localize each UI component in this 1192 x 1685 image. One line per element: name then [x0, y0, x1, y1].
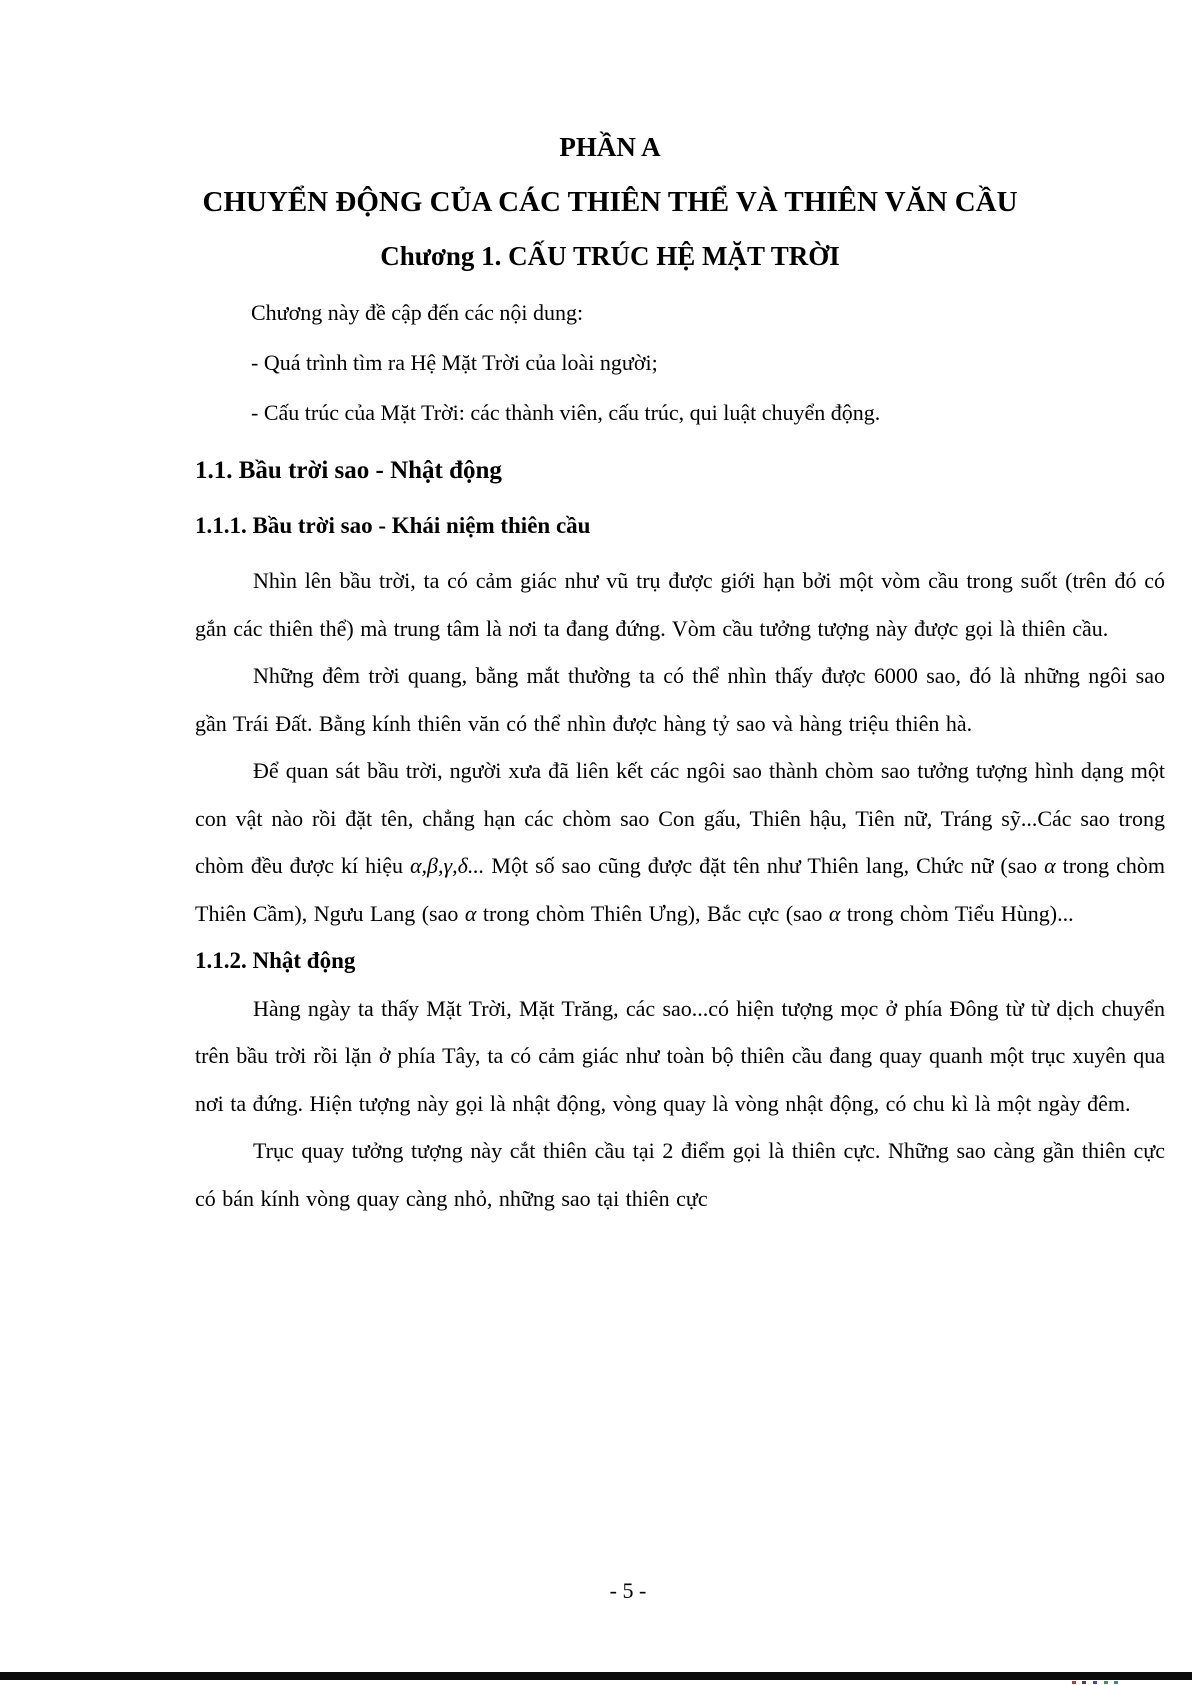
part-label: PHẦN A: [559, 132, 661, 162]
taskbar-sliver: [0, 1672, 1192, 1680]
intro-item-1: - Quá trình tìm ra Hệ Mặt Trời của loài người;: [251, 350, 658, 375]
part-title: CHUYỂN ĐỘNG CỦA CÁC THIÊN THỂ VÀ THIÊN VĂN CẦU: [202, 186, 1018, 218]
intro-lead: Chương này đề cập đến các nội dung:: [251, 300, 584, 325]
chapter-title: Chương 1. CẤU TRÚC HỆ MẶT TRỜI: [380, 241, 840, 271]
subsection-heading-1-1-2: 1.1.2. Nhật động: [195, 948, 356, 973]
intro-item-2: - Cấu trúc của Mặt Trời: các thành viên, cấu trúc, qui luật chuyển động.: [251, 400, 881, 425]
paragraph-skydome-1: Nhìn lên bầu trời, ta có cảm giác như vũ trụ được giới hạn bởi một vòm cầu trong suốt (trên đó có gắn các thiên thể) mà trung tâm là nơi ta đang đứng. Vòm cầu tưởng tượng này được gọi là thiên cầu.: [195, 568, 1165, 641]
paragraph-diurnal-2: Trục quay tưởng tượng này cắt thiên cầu tại 2 điểm gọi là thiên cực. Những sao càng gần thiên cực có bán kính vòng quay càng nhỏ, những sao tại thiên cực: [195, 1138, 1165, 1211]
subsection-heading-1-1-1: 1.1.1. Bầu trời sao - Khái niệm thiên cầu: [195, 513, 591, 538]
page-content: [195, 0, 1165, 1222]
page-number: - 5 -: [609, 1578, 647, 1603]
paragraph-skydome-2: Những đêm trời quang, bằng mắt thường ta có thể nhìn thấy được 6000 sao, đó là những ngôi sao gần Trái Đất. Bằng kính thiên văn có thể nhìn được hàng tỷ sao và hàng triệu thiên hà.: [195, 663, 1165, 736]
paragraph-diurnal-1: Hàng ngày ta thấy Mặt Trời, Mặt Trăng, các sao...có hiện tượng mọc ở phía Đông từ từ dịch chuyển trên bầu trời rồi lặn ở phía Tây, ta có cảm giác như toàn bộ thiên cầu đang quay quanh một trục xuyên qua nơi ta đứng. Hiện tượng này gọi là nhật động, vòng quay là vòng nhật động, có chu kì là một ngày đêm.: [195, 995, 1165, 1116]
paragraph-constellations: Để quan sát bầu trời, người xưa đã liên kết các ngôi sao thành chòm sao tưởng tượng hình dạng một con vật nào rồi đặt tên, chẳng hạn các chòm sao Con gấu, Thiên hậu, Tiên nữ, Tráng sỹ...Các sao trong chòm đều được kí hiệu α,β,γ,δ... Một số sao cũng được đặt tên như Thiên lang, Chức nữ (sao α trong chòm Thiên Cầm), Ngưu Lang (sao α trong chòm Thiên Ưng), Bắc cực (sao α trong chòm Tiểu Hùng)...: [195, 758, 1165, 926]
taskbar-dots: [0, 1681, 1192, 1684]
section-heading-1-1: 1.1. Bầu trời sao - Nhật động: [195, 457, 502, 484]
